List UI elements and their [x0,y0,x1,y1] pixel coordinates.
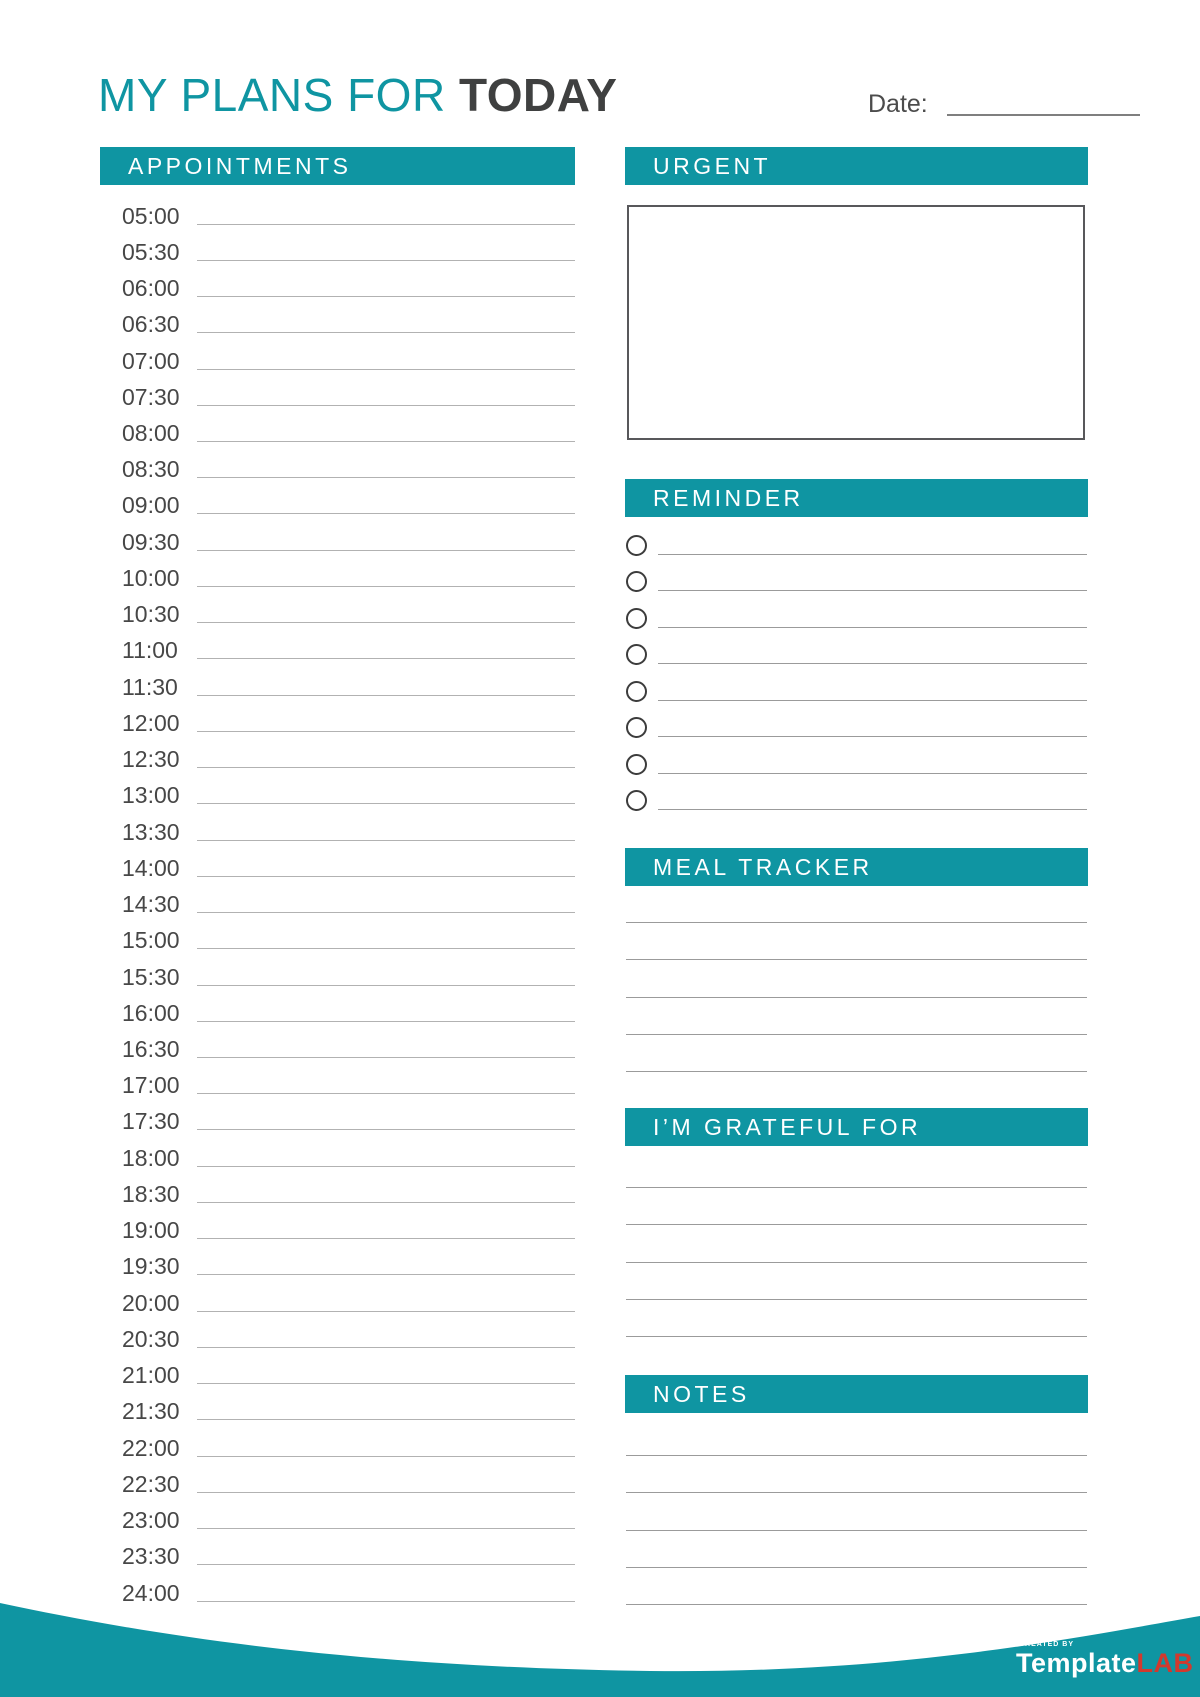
appointment-time-label: 17:00 [122,1072,180,1099]
appointments-header-bar [100,147,575,185]
grateful-entry-line[interactable] [626,1225,1087,1262]
reminder-row [626,783,1087,820]
page-title-secondary: TODAY [458,69,618,121]
appointment-row [100,1430,575,1466]
notes-entry-line[interactable] [626,1493,1087,1530]
reminder-row [626,673,1087,710]
appointment-time-label: 21:00 [122,1362,180,1389]
logo-brand-primary: Template [1016,1648,1137,1678]
appointment-row [100,850,575,886]
appointment-entry-line[interactable] [197,1057,575,1058]
appointment-time-label: 12:30 [122,746,180,773]
appointment-entry-line[interactable] [197,1419,575,1420]
appointment-time-label: 22:30 [122,1470,180,1497]
appointment-entry-line[interactable] [197,369,575,370]
notes-header-label: NOTES [653,1380,750,1407]
appointment-row [100,959,575,995]
appointment-time-label: 18:00 [122,1144,180,1171]
appointment-entry-line[interactable] [197,622,575,623]
appointment-time-label: 12:00 [122,709,180,736]
notes-entry-line[interactable] [626,1419,1087,1456]
appointment-row [100,560,575,596]
appointment-time-label: 10:00 [122,564,180,591]
reminder-header-label: REMINDER [653,484,804,511]
appointment-entry-line[interactable] [197,477,575,478]
reminder-entry-line[interactable] [658,627,1087,628]
appointment-row [100,1358,575,1394]
appointment-time-label: 07:30 [122,383,180,410]
appointment-row [100,1031,575,1067]
grateful-header-label: I’M GRATEFUL FOR [653,1113,922,1140]
appointment-entry-line[interactable] [197,840,575,841]
appointment-row [100,742,575,778]
reminder-entry-line[interactable] [658,736,1087,737]
appointment-entry-line[interactable] [197,1093,575,1094]
appointment-entry-line[interactable] [197,1456,575,1457]
appointment-time-label: 11:30 [122,673,178,700]
appointment-time-label: 24:00 [122,1579,180,1606]
appointment-row [100,1213,575,1249]
appointment-time-label: 13:30 [122,818,180,845]
appointment-entry-line[interactable] [197,513,575,514]
reminder-checkbox-circle[interactable] [626,644,647,665]
reminder-row [626,527,1087,564]
reminder-checkbox-circle[interactable] [626,681,647,702]
reminder-row [626,746,1087,783]
logo-brand-secondary: LAB [1136,1648,1194,1678]
appointment-row [100,379,575,415]
appointment-entry-line[interactable] [197,658,575,659]
appointment-row [100,1285,575,1321]
appointment-row [100,597,575,633]
appointment-entry-line[interactable] [197,260,575,261]
appointment-entry-line[interactable] [197,1202,575,1203]
appointment-row [100,778,575,814]
appointment-entry-line[interactable] [197,1274,575,1275]
meal-tracker-entry-line[interactable] [626,923,1087,960]
appointment-time-label: 09:00 [122,492,180,519]
appointment-row [100,633,575,669]
appointment-row [100,1466,575,1502]
appointment-entry-line[interactable] [197,224,575,225]
appointment-entry-line[interactable] [197,1528,575,1529]
notes-entry-line[interactable] [626,1531,1087,1568]
appointment-time-label: 23:30 [122,1543,180,1570]
appointment-entry-line[interactable] [197,586,575,587]
appointment-time-label: 06:30 [122,311,180,338]
appointment-time-label: 10:30 [122,601,180,628]
appointment-time-label: 21:30 [122,1398,180,1425]
logo-brand-text [1016,1648,1194,1678]
appointment-entry-line[interactable] [197,803,575,804]
meal-tracker-lines [626,886,1087,1072]
appointment-row [100,1068,575,1104]
reminder-list [626,527,1087,819]
appointment-row [100,1394,575,1430]
meal-tracker-entry-line[interactable] [626,960,1087,997]
appointment-time-label: 14:30 [122,891,180,918]
reminder-checkbox-circle[interactable] [626,571,647,592]
appointment-row [100,415,575,451]
appointment-entry-line[interactable] [197,767,575,768]
date-label: Date: [868,90,928,118]
appointment-row [100,1249,575,1285]
reminder-checkbox-circle[interactable] [626,754,647,775]
urgent-header-bar [625,147,1088,185]
appointment-row [100,1539,575,1575]
appointment-entry-line[interactable] [197,1347,575,1348]
appointment-time-label: 11:00 [122,637,178,664]
appointment-entry-line[interactable] [197,1383,575,1384]
appointment-time-label: 07:00 [122,347,180,374]
reminder-checkbox-circle[interactable] [626,535,647,556]
appointment-entry-line[interactable] [197,405,575,406]
appointment-row [100,1104,575,1140]
appointment-row [100,886,575,922]
grateful-entry-line[interactable] [626,1188,1087,1225]
appointment-entry-line[interactable] [197,948,575,949]
meal-tracker-entry-line[interactable] [626,998,1087,1035]
appointments-header-label: APPOINTMENTS [128,152,352,179]
urgent-text-box[interactable] [627,205,1085,440]
appointment-entry-line[interactable] [197,912,575,913]
reminder-entry-line[interactable] [658,700,1087,701]
page-title [98,68,617,122]
appointment-row [100,1321,575,1357]
appointment-row [100,995,575,1031]
appointments-list [100,198,575,1611]
appointment-time-label: 22:00 [122,1434,180,1461]
reminder-header-bar [625,479,1088,517]
appointment-row [100,1140,575,1176]
appointment-entry-line[interactable] [197,1129,575,1130]
appointment-entry-line[interactable] [197,731,575,732]
appointment-time-label: 20:30 [122,1325,180,1352]
reminder-checkbox-circle[interactable] [626,790,647,811]
meal-tracker-header-label: MEAL TRACKER [653,853,873,880]
reminder-checkbox-circle[interactable] [626,717,647,738]
appointment-time-label: 15:30 [122,963,180,990]
notes-header-bar [625,1375,1088,1413]
reminder-entry-line[interactable] [658,809,1087,810]
appointment-row [100,198,575,234]
appointment-time-label: 16:00 [122,999,180,1026]
appointment-row [100,343,575,379]
appointment-time-label: 19:00 [122,1217,180,1244]
reminder-entry-line[interactable] [658,663,1087,664]
reminder-row [626,600,1087,637]
reminder-checkbox-circle[interactable] [626,608,647,629]
appointment-time-label: 18:30 [122,1180,180,1207]
appointment-row [100,1502,575,1538]
appointment-entry-line[interactable] [197,332,575,333]
appointment-entry-line[interactable] [197,1492,575,1493]
appointment-row [100,524,575,560]
grateful-lines [626,1151,1087,1337]
urgent-header-label: URGENT [653,152,772,179]
appointment-entry-line[interactable] [197,985,575,986]
appointment-row [100,669,575,705]
appointment-time-label: 05:00 [122,202,180,229]
meal-tracker-entry-line[interactable] [626,886,1087,923]
appointment-entry-line[interactable] [197,296,575,297]
reminder-row [626,564,1087,601]
appointment-time-label: 19:30 [122,1253,180,1280]
appointment-entry-line[interactable] [197,876,575,877]
appointment-row [100,307,575,343]
appointment-entry-line[interactable] [197,550,575,551]
appointment-row [100,488,575,524]
appointment-row [100,1176,575,1212]
appointment-entry-line[interactable] [197,695,575,696]
appointment-time-label: 13:00 [122,782,180,809]
reminder-row [626,637,1087,674]
notes-lines [626,1419,1087,1605]
appointment-row [100,705,575,741]
appointment-time-label: 14:00 [122,854,180,881]
appointment-entry-line[interactable] [197,1021,575,1022]
appointment-entry-line[interactable] [197,1238,575,1239]
appointment-time-label: 17:30 [122,1108,180,1135]
templatelab-logo [1016,1641,1194,1677]
appointment-row [100,270,575,306]
reminder-entry-line[interactable] [658,554,1087,555]
meal-tracker-entry-line[interactable] [626,1035,1087,1072]
appointment-time-label: 05:30 [122,238,180,265]
appointment-row [100,234,575,270]
reminder-row [626,710,1087,747]
appointment-time-label: 08:30 [122,456,180,483]
appointment-row [100,923,575,959]
date-input-line[interactable] [947,94,1140,116]
appointment-time-label: 15:00 [122,927,180,954]
appointment-entry-line[interactable] [197,1311,575,1312]
appointment-time-label: 16:30 [122,1036,180,1062]
appointment-time-label: 20:00 [122,1289,180,1316]
page-title-primary: MY PLANS FOR [98,69,446,121]
grateful-entry-line[interactable] [626,1151,1087,1188]
grateful-header-bar [625,1108,1088,1146]
appointment-time-label: 08:00 [122,420,180,447]
appointment-entry-line[interactable] [197,1564,575,1565]
meal-tracker-header-bar [625,848,1088,886]
appointment-time-label: 23:00 [122,1507,180,1534]
appointment-row [100,814,575,850]
appointment-entry-line[interactable] [197,441,575,442]
notes-entry-line[interactable] [626,1456,1087,1493]
reminder-entry-line[interactable] [658,590,1087,591]
logo-created-by-text: CREATED BY [1019,1641,1074,1648]
appointment-entry-line[interactable] [197,1166,575,1167]
grateful-entry-line[interactable] [626,1300,1087,1337]
appointment-time-label: 09:30 [122,528,180,555]
appointment-row [100,452,575,488]
grateful-entry-line[interactable] [626,1263,1087,1300]
reminder-entry-line[interactable] [658,773,1087,774]
appointment-time-label: 06:00 [122,275,180,302]
